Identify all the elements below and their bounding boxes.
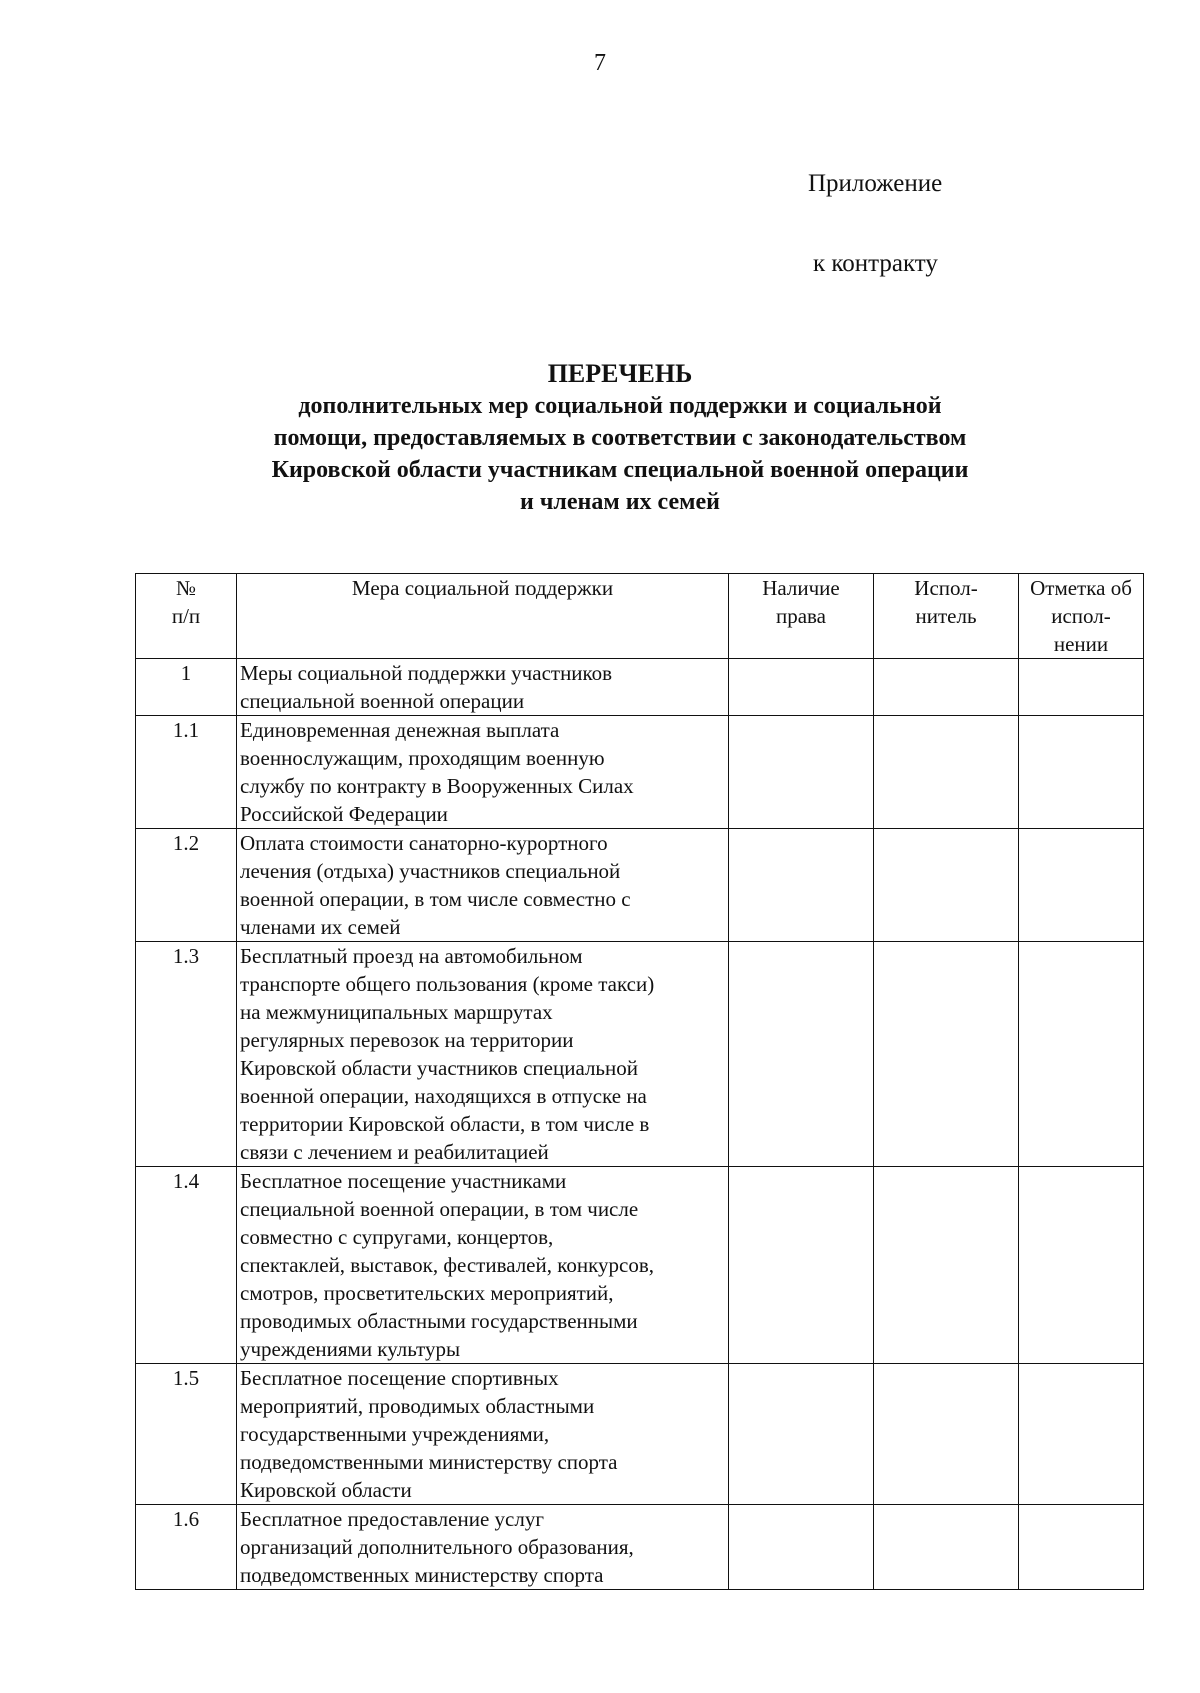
title-subtitle [135,390,1105,518]
table-row [136,716,1144,829]
header-mark: Отметка об испол- нении [1019,574,1144,659]
row-measure: Бесплатный проезд на автомобильном транспорте общего пользования (кроме такси) на межмуниципальных маршрутах регулярных перевозок на территории Кировской области участников специальной военной операции, находящихся в отпуске на территории Кировской области, в том числе в связи с лечением и реабилитацией [237,942,729,1167]
header-right: Наличие права [729,574,874,659]
table-row [136,829,1144,942]
title-line: помощи, предоставляемых в соответствии с законодательством [273,425,967,451]
row-number: 1.2 [136,829,237,942]
appendix-label: Приложение [808,170,943,197]
table-row [136,942,1144,1167]
row-right-cell [729,942,874,1167]
table-header-row [136,574,1144,659]
row-measure: Единовременная денежная выплата военнослужащим, проходящим военную службу по контракту в Вооруженных Силах Российской Федерации [237,716,729,829]
row-mark-cell [1019,716,1144,829]
row-executor-cell [874,1364,1019,1505]
row-right-cell [729,716,874,829]
row-right-cell [729,1505,874,1590]
measures-table [135,573,1144,1590]
row-number: 1 [136,659,237,716]
title-line: дополнительных мер социальной поддержки и социальной [298,393,942,419]
row-number: 1.4 [136,1167,237,1364]
row-right-cell [729,1364,874,1505]
row-right-cell [729,829,874,942]
row-executor-cell [874,942,1019,1167]
row-mark-cell [1019,1505,1144,1590]
table-row [136,659,1144,716]
row-mark-cell [1019,942,1144,1167]
title-line: Кировской области участникам специальной военной операции [271,457,969,483]
table-row [136,1167,1144,1364]
row-mark-cell [1019,829,1144,942]
header-executor: Испол- нитель [874,574,1019,659]
header-measure: Мера социальной поддержки [237,574,729,659]
row-mark-cell [1019,1167,1144,1364]
row-number: 1.3 [136,942,237,1167]
row-number: 1.6 [136,1505,237,1590]
row-mark-cell [1019,659,1144,716]
row-measure: Бесплатное посещение спортивных мероприятий, проводимых областными государственными учреждениями, подведомственными министерству спорта Кировской области [237,1364,729,1505]
appendix-subtitle: к контракту [813,250,938,277]
row-mark-cell [1019,1364,1144,1505]
row-executor-cell [874,716,1019,829]
row-number: 1.1 [136,716,237,829]
row-number: 1.5 [136,1364,237,1505]
row-executor-cell [874,829,1019,942]
table-row [136,1364,1144,1505]
header-number: № п/п [136,574,237,659]
row-measure: Бесплатное предоставление услуг организаций дополнительного образования, подведомственных министерству спорта [237,1505,729,1590]
row-measure: Оплата стоимости санаторно-курортного лечения (отдыха) участников специальной военной операции, в том числе совместно с членами их семей [237,829,729,942]
row-executor-cell [874,659,1019,716]
row-measure: Бесплатное посещение участниками специальной военной операции, в том числе совместно с супругами, концертов, спектаклей, выставок, фестивалей, конкурсов, смотров, просветительских мероприятий, проводимых областными государственными учреждениями культуры [237,1167,729,1364]
page-number: 7 [594,50,606,76]
title-main: ПЕРЕЧЕНЬ [547,359,693,388]
row-right-cell [729,659,874,716]
row-executor-cell [874,1505,1019,1590]
table-row [136,1505,1144,1590]
document-title [135,358,1105,518]
title-line: и членам их семей [520,489,720,515]
row-measure: Меры социальной поддержки участников специальной военной операции [237,659,729,716]
row-executor-cell [874,1167,1019,1364]
row-right-cell [729,1167,874,1364]
